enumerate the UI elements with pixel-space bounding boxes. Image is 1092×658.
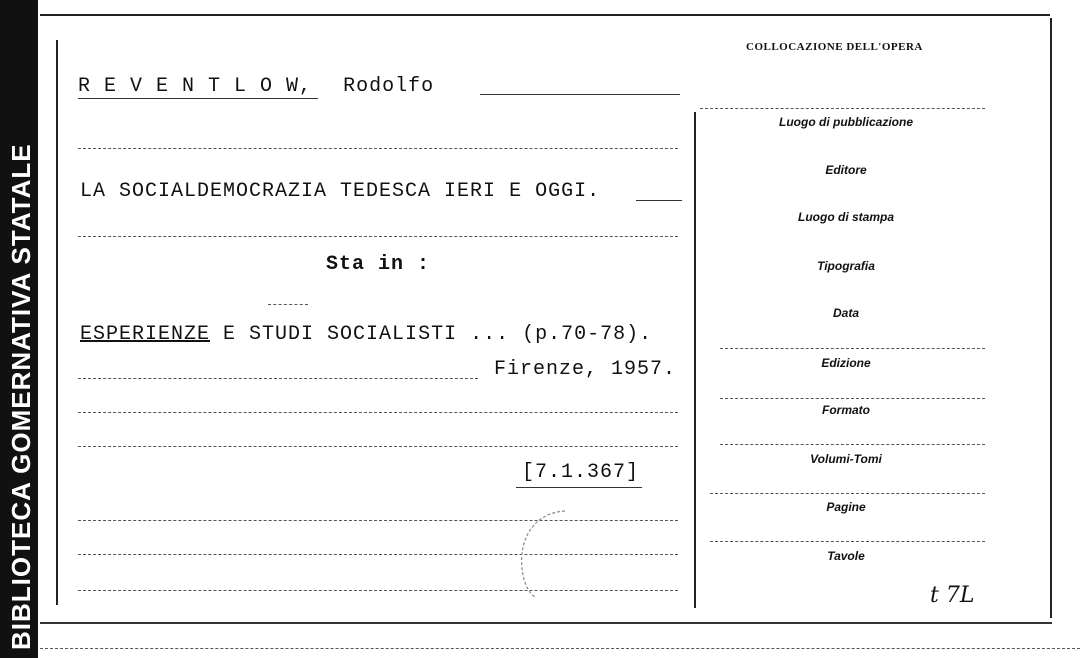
field-formato: Formato: [822, 403, 870, 417]
work-title: LA SOCIALDEMOCRAZIA TEDESCA IERI E OGGI.: [80, 180, 601, 203]
author-line: [78, 75, 434, 98]
field-luogo-stampa: Luogo di stampa: [798, 210, 894, 224]
collocazione-header: COLLOCAZIONE DELL'OPERA: [746, 41, 923, 53]
library-stamp-strip: [0, 0, 38, 658]
shelfmark-underline: [516, 487, 642, 488]
author-firstname: Rodolfo: [343, 75, 435, 98]
handwritten-note: t 7L: [930, 583, 975, 608]
card-bottom-edge: [40, 622, 1052, 624]
rule: [78, 554, 678, 555]
card-top-edge: [40, 14, 1050, 16]
card-right-edge: [1050, 18, 1052, 618]
card-left-edge: [56, 40, 58, 605]
field-tipografia: Tipografia: [817, 259, 875, 273]
sta-in-label: Sta in :: [326, 253, 431, 276]
bottom-dash: [40, 648, 1080, 649]
rule: [636, 200, 682, 201]
rule: [78, 412, 678, 413]
field-rule: [720, 398, 985, 399]
source-journal: ESPERIENZE: [80, 323, 211, 346]
rule: [78, 378, 478, 379]
rule: [78, 236, 678, 237]
library-stamp-text: BIBLIOTECA GOMERNATIVA STATALE: [6, 143, 36, 650]
field-tavole: Tavole: [827, 549, 865, 563]
field-rule: [710, 541, 985, 542]
field-edizione: Edizione: [821, 356, 871, 370]
faint-stamp: [505, 505, 585, 600]
field-luogo-pubblicazione: Luogo di pubblicazione: [779, 115, 913, 129]
author-underline: [78, 98, 318, 99]
field-pagine: Pagine: [826, 500, 866, 514]
field-volumi-tomi: Volumi-Tomi: [810, 452, 882, 466]
rule: [78, 148, 678, 149]
field-data: Data: [832, 306, 859, 320]
rule: [480, 94, 680, 95]
author-separator: ,: [299, 75, 313, 98]
column-divider: [694, 112, 696, 608]
source-rest: E STUDI SOCIALISTI ... (p.70-78).: [210, 323, 653, 346]
field-rule: [720, 444, 985, 445]
shelfmark: [7.1.367]: [522, 461, 640, 484]
author-surname: R E V E N T L O W: [78, 75, 300, 98]
rule: [78, 520, 678, 521]
field-rule: [700, 108, 985, 109]
field-editore: Editore: [825, 163, 867, 177]
place-year: Firenze, 1957.: [494, 358, 677, 381]
rule: [268, 304, 308, 305]
source-line: [80, 323, 652, 346]
field-rule: [710, 493, 985, 494]
field-rule: [720, 348, 985, 349]
rule: [78, 446, 678, 447]
rule: [78, 590, 678, 591]
